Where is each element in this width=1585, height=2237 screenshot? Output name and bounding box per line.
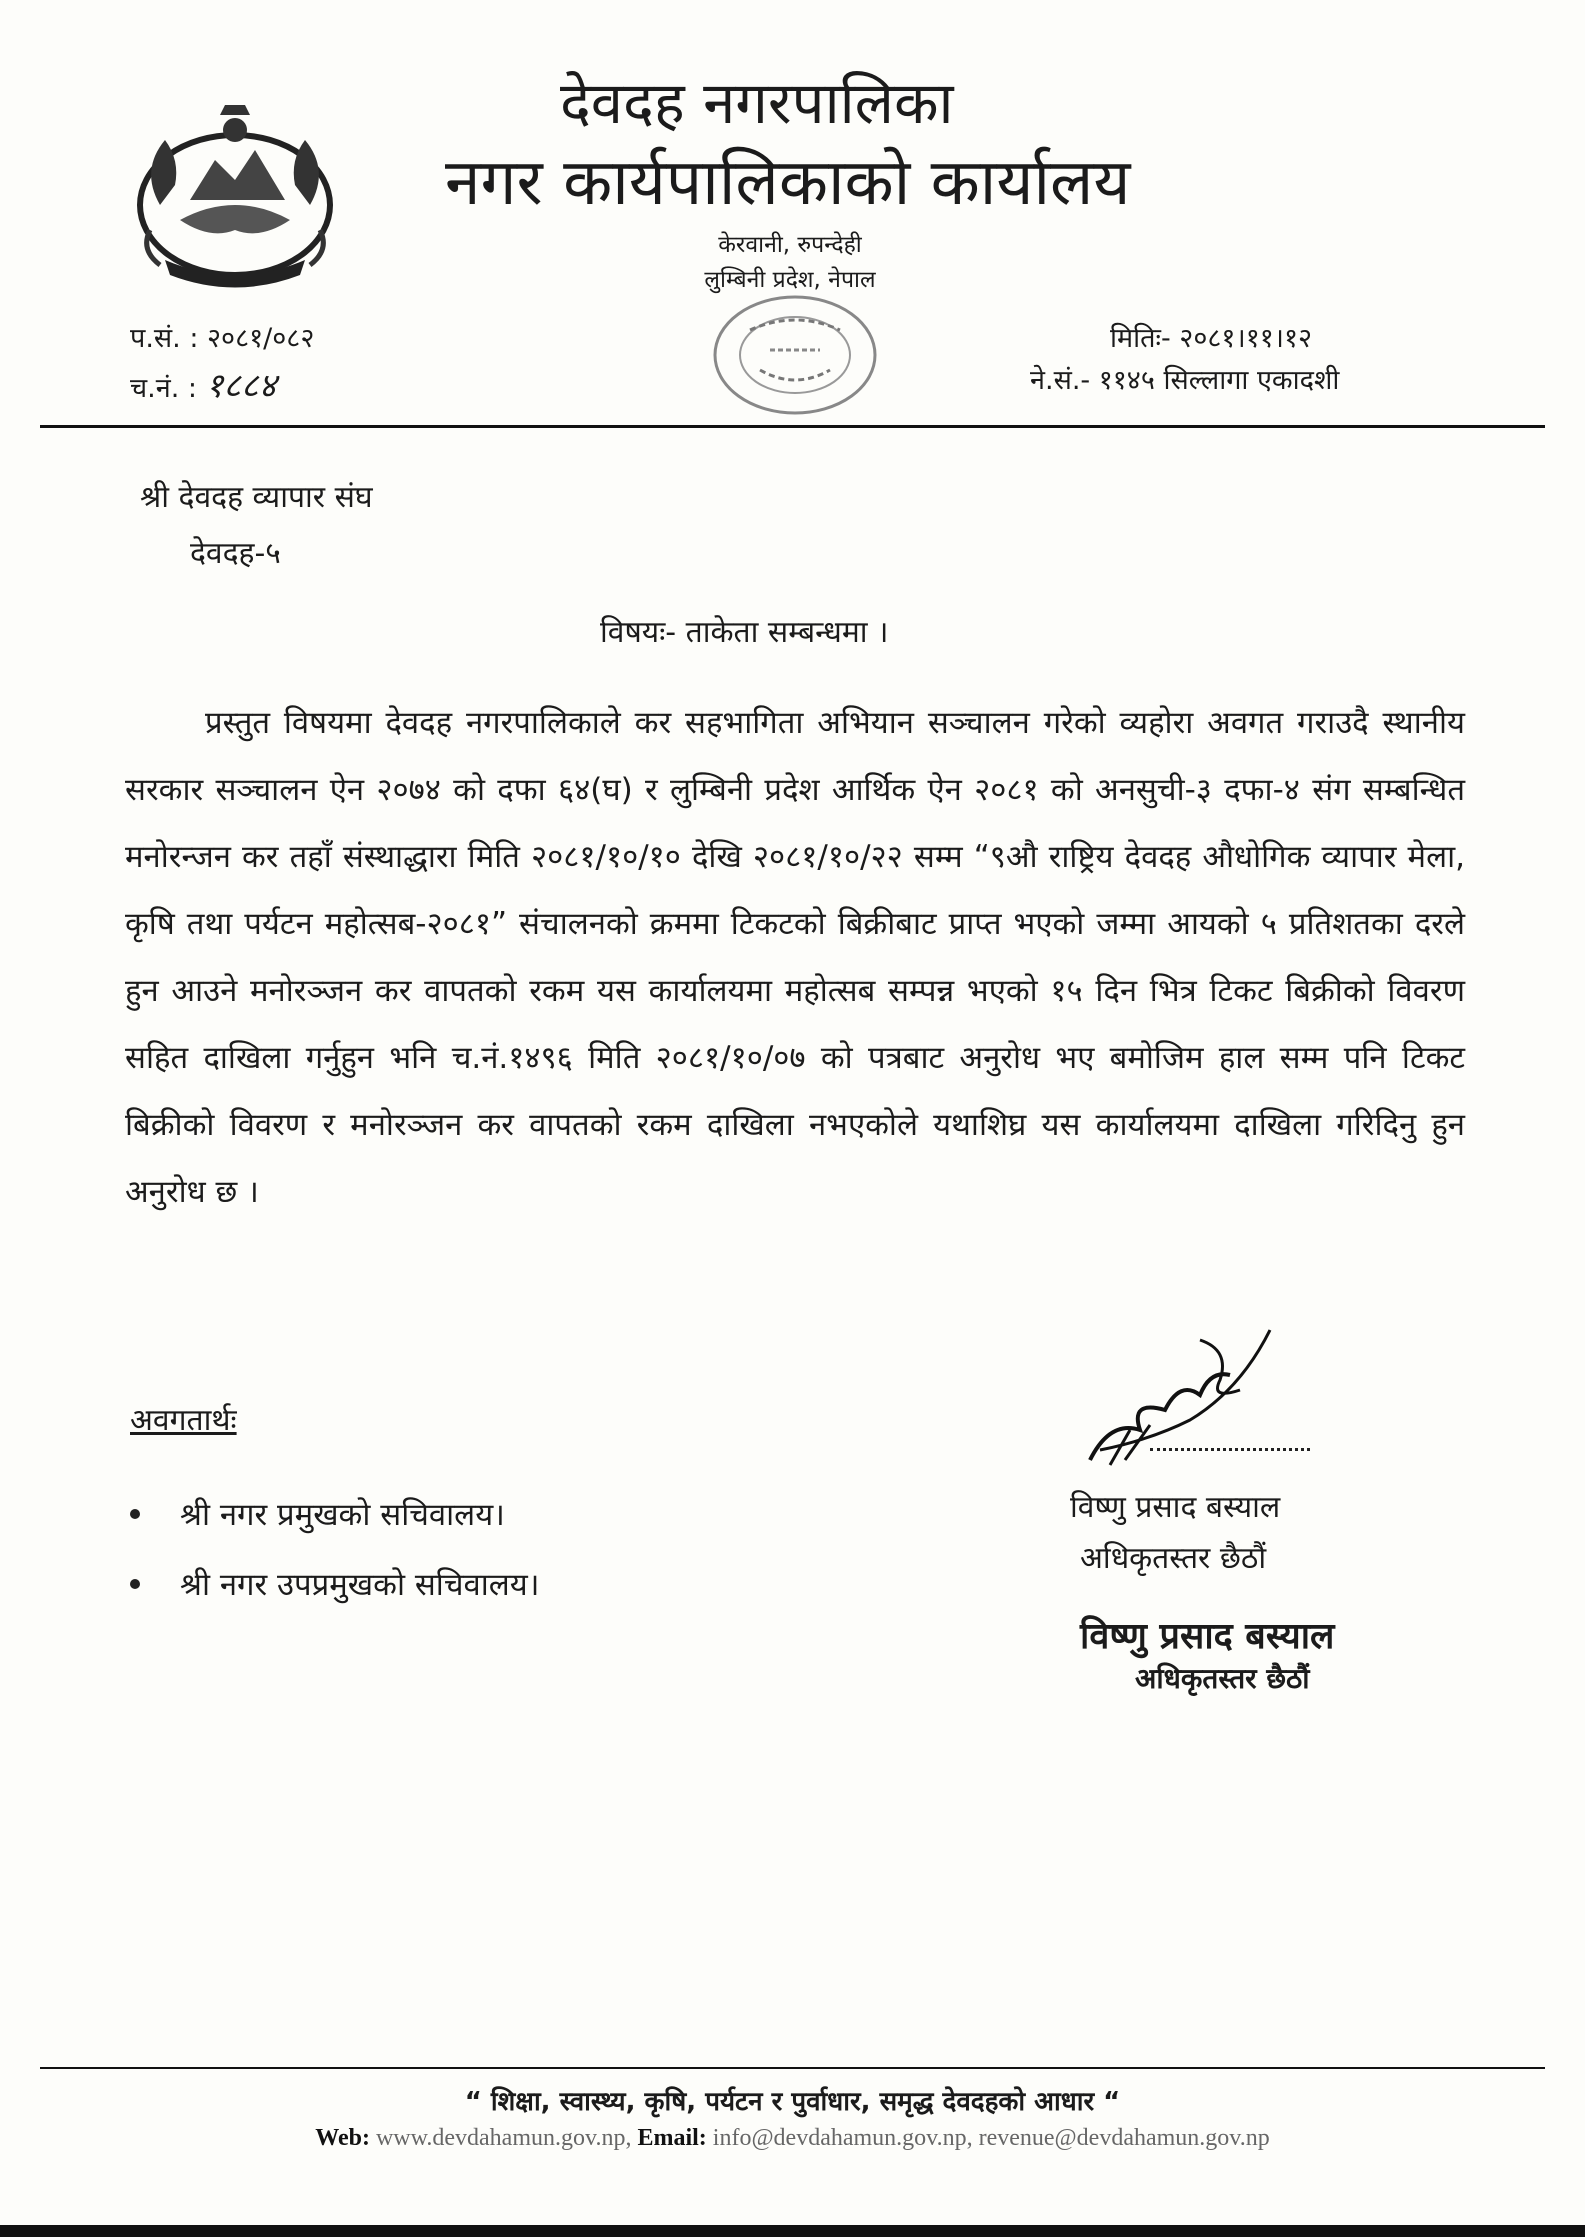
recipient-name: श्री देवदह व्यापार संघ (140, 480, 373, 515)
office-name: नगर कार्यपालिकाको कार्यालय (445, 146, 1131, 220)
cc-item-text: श्री नगर उपप्रमुखको सचिवालय। (180, 1567, 540, 1603)
header-divider (40, 425, 1545, 428)
patra-sankhya: प.सं. : २०८१/०८२ (130, 323, 315, 354)
chalani-number (130, 360, 314, 413)
stamp-name: विष्णु प्रसाद बस्याल (1080, 1616, 1335, 1657)
cc-list-item (120, 1480, 540, 1550)
handwritten-signature (1070, 1310, 1290, 1480)
address-line-2: लुम्बिनी प्रदेश, नेपाल (704, 266, 876, 293)
signature-line (1150, 1448, 1310, 1451)
office-address (680, 228, 900, 297)
address-line-1: केरवानी, रुपन्देही (718, 232, 862, 258)
letter-date: मितिः- २०८१।११।१२ (1110, 323, 1313, 354)
cc-list-item (120, 1550, 540, 1620)
chalani-label: च.नं. : (130, 372, 206, 404)
office-stamp-seal (700, 290, 890, 430)
chalani-value: १८८४ (205, 365, 277, 406)
cc-title: अवगतार्थः (130, 1403, 237, 1438)
stamp-designation: अधिकृतस्तर छैठौं (1135, 1662, 1310, 1695)
web-label: Web: (315, 2125, 370, 2151)
recipient-block (140, 470, 373, 581)
web-url: www.devdahamun.gov.np, (375, 2125, 632, 2151)
letter-body: प्रस्तुत विषयमा देवदह नगरपालिकाले कर सहभागिता अभियान सञ्चालन गरेको व्यहोरा अवगत गराउदै स्थानीय सरकार सञ्चालन ऐन २०७४ को दफा ६४(घ) र लुम्बिनी प्रदेश आर्थिक ऐन २०८१ को अनसुची-३ दफा-४ संग सम्बन्धित मनोरन्जन कर तहाँ संस्थाद्धारा मिति २०८१/१०/१० देखि २०८१/१०/२२ सम्म “९औ राष्ट्रिय देवदह औधोगिक व्यापार मेला, कृषि तथा पर्यटन महोत्सब-२०८१” संचालनको क्रममा टिकटको बिक्रीबाट प्राप्त भएको जम्मा आयको ५ प्रतिशतका दरले हुन आउने मनोरञ्जन कर वापतको रकम यस कार्यालयमा महोत्सब सम्पन्न भएको १५ दिन भित्र टिकट बिक्रीको विवरण सहित दाखिला गर्नुहुन भनि च.नं.१४९६ मिति २०८१/१०/०७ को पत्रबाट अनुरोध भए बमोजिम हाल सम्म पनि टिकट बिक्रीको विवरण र मनोरञ्जन कर वापतको रकम दाखिला नभएकोले यथाशिघ्र यस कार्यालयमा दाखिला गरिदिनु हुन अनुरोध छ । (125, 705, 1465, 1210)
org-name: देवदह नगरपालिका (560, 69, 954, 137)
recipient-address: देवदह-५ (190, 535, 281, 571)
signatory-name: विष्णु प्रसाद बस्याल (1070, 1490, 1281, 1525)
email-values: info@devdahamun.gov.np, revenue@devdahamun.gov.np (712, 2125, 1270, 2151)
scan-bottom-edge (0, 2225, 1585, 2237)
nepal-emblem-logo (120, 90, 350, 290)
date-block (1030, 318, 1339, 402)
name-stamp (1080, 1610, 1334, 1698)
signatory-designation: अधिकृतस्तर छैठौं (1080, 1541, 1267, 1576)
footer-motto: “ शिक्षा, स्वास्थ्य, कृषि, पर्यटन र पुर्वाधार, समृद्ध देवदहको आधार “ (464, 2087, 1121, 2117)
email-label: Email: (637, 2125, 707, 2151)
bullet-icon (130, 1579, 140, 1589)
bullet-icon (130, 1509, 140, 1519)
footer-divider (40, 2067, 1545, 2069)
cc-item-text: श्री नगर प्रमुखको सचिवालय। (180, 1497, 505, 1533)
signatory-block (1070, 1482, 1280, 1584)
cc-list (120, 1480, 540, 1620)
letter-subject: विषयः- ताकेता सम्बन्धमा । (600, 615, 889, 650)
nepal-sambat-date: ने.सं.- ११४५ सिल्लागा एकादशी (1030, 364, 1340, 396)
reference-numbers (130, 318, 314, 413)
footer-contact (0, 2125, 1585, 2152)
